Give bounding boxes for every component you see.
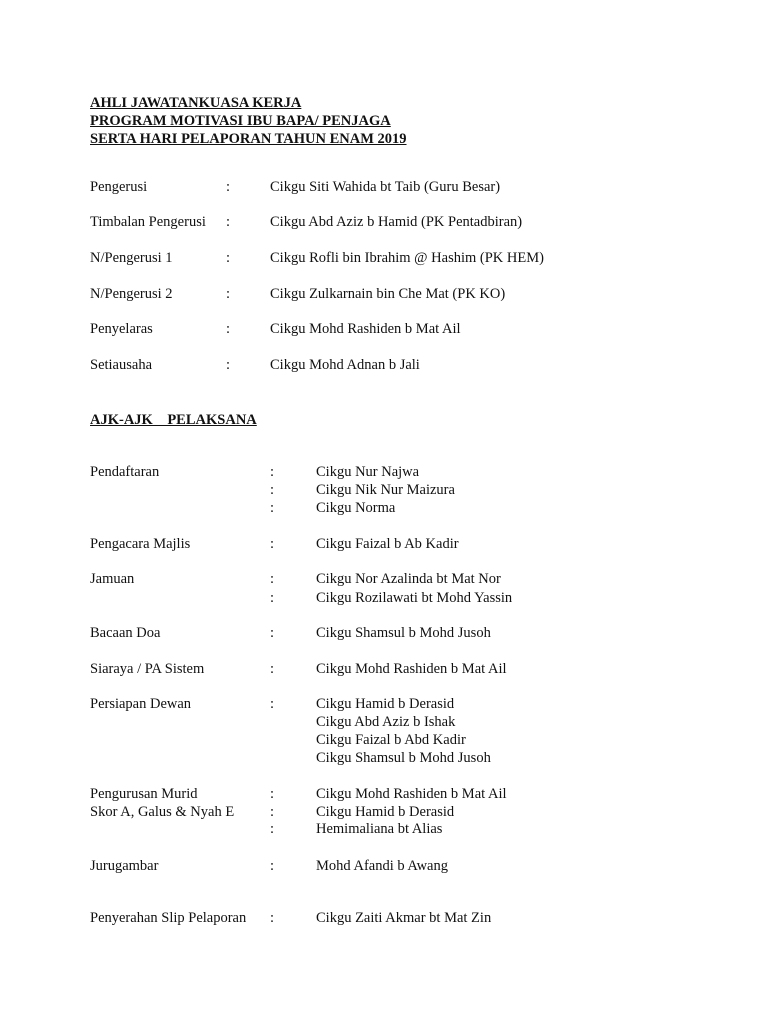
separator: :: [270, 786, 275, 802]
role-label: Penyelaras: [90, 321, 153, 337]
member-name: Cikgu Nor Azalinda bt Mat Nor: [316, 571, 501, 587]
member-name: Cikgu Zulkarnain bin Che Mat (PK KO): [270, 286, 506, 302]
separator: :: [270, 821, 275, 837]
role-label: Setiausaha: [90, 357, 153, 373]
separator: :: [226, 357, 231, 373]
separator: :: [226, 250, 231, 266]
separator: :: [270, 696, 275, 712]
member-name: Cikgu Nur Najwa: [316, 464, 420, 480]
member-name: Cikgu Hamid b Derasid: [316, 804, 455, 820]
title-line-1: AHLI JAWATANKUASA KERJA: [90, 95, 302, 111]
role-label: Persiapan Dewan: [90, 696, 192, 712]
member-name: Cikgu Faizal b Ab Kadir: [316, 536, 459, 552]
member-name: Cikgu Faizal b Abd Kadir: [316, 732, 466, 748]
separator: :: [270, 500, 275, 516]
member-name: Cikgu Nik Nur Maizura: [316, 482, 455, 498]
member-name: Cikgu Rofli bin Ibrahim @ Hashim (PK HEM): [270, 250, 544, 266]
separator: :: [270, 804, 275, 820]
role-label: Skor A, Galus & Nyah E: [90, 804, 235, 820]
separator: :: [270, 571, 275, 587]
exec-heading: AJK-AJK PELAKSANA: [90, 412, 257, 428]
member-name: Cikgu Zaiti Akmar bt Mat Zin: [316, 910, 492, 926]
member-name: Mohd Afandi b Awang: [316, 858, 448, 874]
separator: :: [226, 321, 231, 337]
role-label: Siaraya / PA Sistem: [90, 661, 205, 677]
role-label: Pengacara Majlis: [90, 536, 191, 552]
separator: :: [226, 286, 231, 302]
role-label: N/Pengerusi 2: [90, 286, 173, 302]
title-line-3: SERTA HARI PELAPORAN TAHUN ENAM 2019: [90, 131, 407, 147]
separator: :: [270, 536, 275, 552]
role-label: Pendaftaran: [90, 464, 160, 480]
role-label: Jurugambar: [90, 858, 159, 874]
role-label: Bacaan Doa: [90, 625, 161, 641]
title-line-2: PROGRAM MOTIVASI IBU BAPA/ PENJAGA: [90, 113, 391, 129]
member-name: Cikgu Rozilawati bt Mohd Yassin: [316, 590, 513, 606]
member-name: Cikgu Shamsul b Mohd Jusoh: [316, 625, 491, 641]
separator: :: [270, 482, 275, 498]
separator: :: [270, 590, 275, 606]
role-label: Penyerahan Slip Pelaporan: [90, 910, 247, 926]
separator: :: [226, 179, 231, 195]
role-label: Pengerusi: [90, 179, 148, 195]
member-name: Cikgu Shamsul b Mohd Jusoh: [316, 750, 491, 766]
separator: :: [226, 214, 231, 230]
separator: :: [270, 661, 275, 677]
separator: :: [270, 464, 275, 480]
member-name: Cikgu Norma: [316, 500, 396, 516]
member-name: Cikgu Abd Aziz b Ishak: [316, 714, 456, 730]
separator: :: [270, 625, 275, 641]
member-name: Cikgu Abd Aziz b Hamid (PK Pentadbiran): [270, 214, 523, 230]
member-name: Cikgu Hamid b Derasid: [316, 696, 455, 712]
role-label: Jamuan: [90, 571, 135, 587]
member-name: Cikgu Mohd Rashiden b Mat Ail: [270, 321, 461, 337]
role-label: Timbalan Pengerusi: [90, 214, 206, 230]
role-label: Pengurusan Murid: [90, 786, 198, 802]
separator: :: [270, 910, 275, 926]
member-name: Cikgu Siti Wahida bt Taib (Guru Besar): [270, 179, 501, 195]
member-name: Cikgu Mohd Rashiden b Mat Ail: [316, 786, 507, 802]
member-name: Cikgu Mohd Adnan b Jali: [270, 357, 420, 373]
role-label: N/Pengerusi 1: [90, 250, 173, 266]
member-name: Cikgu Mohd Rashiden b Mat Ail: [316, 661, 507, 677]
member-name: Hemimaliana bt Alias: [316, 821, 443, 837]
separator: :: [270, 858, 275, 874]
